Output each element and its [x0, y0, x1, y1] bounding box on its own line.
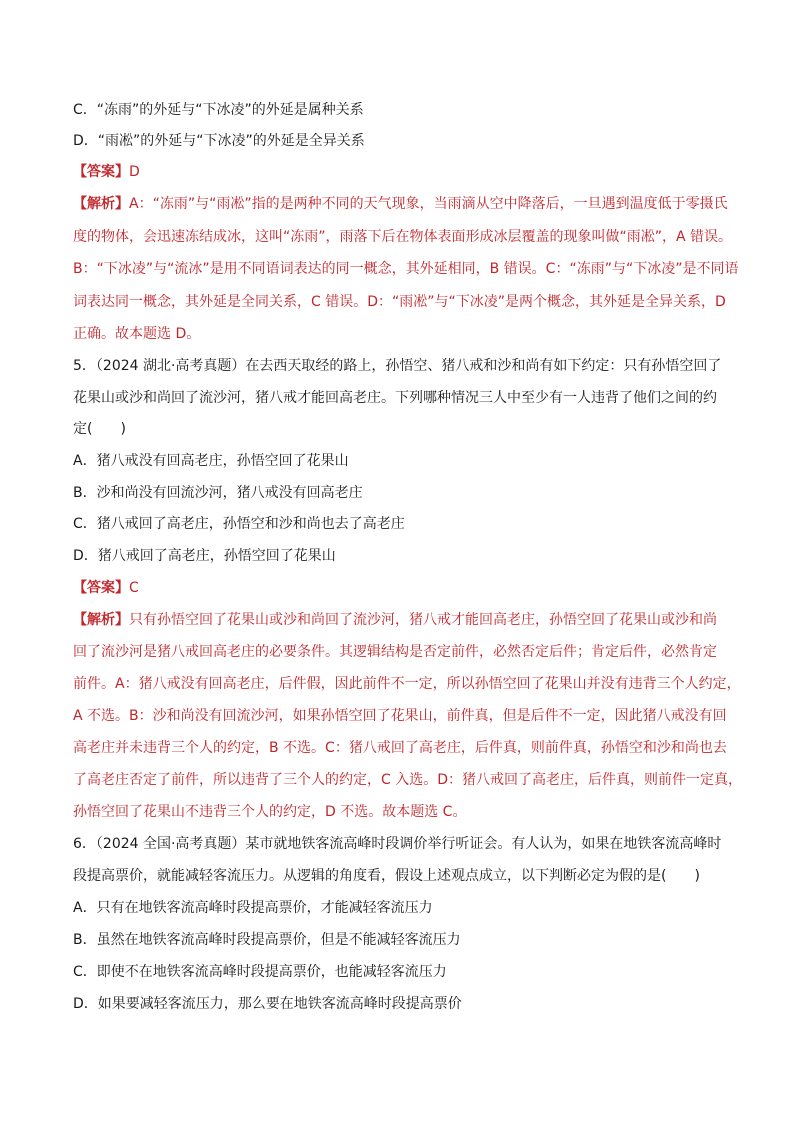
q5-analysis-line-4: A 不选。B：沙和尚没有回流沙河，如果孙悟空回了花果山，前件真，但是后件不一定，因此猪八戒没有回 [73, 708, 727, 724]
analysis-label: 【解析】 [73, 196, 129, 212]
q5-answer [73, 578, 733, 598]
analysis-label: 【解析】 [73, 612, 129, 628]
q6-option-c: C．即使不在地铁客流高峰时段提高票价，也能减轻客流压力 [73, 964, 447, 980]
q6-option-a: A．只有在地铁客流高峰时段提高票价，才能减轻客流压力 [73, 900, 433, 916]
q4-option-d: D．“雨凇”的外延与“下冰凌”的外延是全异关系 [73, 133, 365, 149]
q5-analysis-line-5: 高老庄并未违背三个人的约定，B 不选。C：猪八戒回了高老庄，后件真，则前件真，孙悟空和沙和尚也去 [73, 740, 727, 756]
q4-analysis-line-2: 度的物体，会迅速冻结成冰，这叫“冻雨”，雨落下后在物体表面形成冰层覆盖的现象叫做“雨凇”，A 错误。 [73, 229, 733, 245]
q5-option-a: A．猪八戒没有回高老庄，孙悟空回了花果山 [73, 453, 349, 469]
q6-stem-line-1: 6．（2024 全国·高考真题）某市就地铁客流高峰时段调价举行听证会。有人认为，如果在地铁客流高峰时 [73, 836, 722, 852]
q4-answer [73, 162, 733, 182]
q5-analysis-line-7: 孙悟空回了花果山不违背三个人的约定，D 不选。故本题选 C。 [73, 804, 467, 820]
q4-analysis-line-1 [73, 194, 733, 214]
q4-option-c: C．“冻雨”的外延与“下冰凌”的外延是属种关系 [73, 102, 364, 118]
q5-analysis-line-3: 前件。A：猪八戒没有回高老庄，后件假，因此前件不一定，所以孙悟空回了花果山并没有违背三个人约定， [73, 676, 741, 692]
answer-label: 【答案】 [73, 580, 129, 596]
q5-stem-line-2: 花果山或沙和尚回了流沙河，猪八戒才能回高老庄。下列哪种情况三人中至少有一人违背了他们之间的约 [73, 390, 717, 406]
q6-option-d: D．如果要减轻客流压力，那么要在地铁客流高峰时段提高票价 [73, 996, 462, 1012]
q5-stem-line-1: 5．（2024 湖北·高考真题）在去西天取经的路上，孙悟空、猪八戒和沙和尚有如下约定：只有孙悟空回了 [73, 358, 722, 374]
q4-analysis-line-3: B：“下冰凌”与“流冰”是用不同语词表达的同一概念，其外延相同，B 错误。C：“冻雨”与“下冰凌”是不同语 [73, 261, 739, 277]
q5-stem-line-3: 定( ) [73, 421, 126, 437]
q5-analysis-line-6: 了高老庄否定了前件，所以违背了三个人的约定，C 入选。D：猪八戒回了高老庄，后件真，则前件一定真， [73, 772, 743, 788]
analysis-text: 只有孙悟空回了花果山或沙和尚回了流沙河，猪八戒才能回高老庄，孙悟空回了花果山或沙和尚 [129, 612, 717, 628]
q6-option-b: B．虽然在地铁客流高峰时段提高票价，但是不能减轻客流压力 [73, 932, 461, 948]
q5-option-d: D．猪八戒回了高老庄，孙悟空回了花果山 [73, 548, 336, 564]
q5-option-b: B．沙和尚没有回流沙河，猪八戒没有回高老庄 [73, 485, 363, 501]
answer-value: C [129, 580, 139, 596]
q5-analysis-line-2: 回了流沙河是猪八戒回高老庄的必要条件。其逻辑结构是否定前件，必然否定后件；肯定后件，必然肯定 [73, 644, 717, 660]
q5-analysis-line-1 [73, 610, 733, 630]
answer-value: D [129, 164, 140, 180]
analysis-text: A：“冻雨”与“雨凇”指的是两种不同的天气现象，当雨滴从空中降落后，一旦遇到温度低于零摄氏 [129, 196, 728, 212]
q4-analysis-line-4: 词表达同一概念，其外延是全同关系，C 错误。D：“雨凇”与“下冰凌”是两个概念，其外延是全异关系，D [73, 294, 726, 310]
q4-analysis-line-5: 正确。故本题选 D。 [73, 326, 201, 342]
q6-stem-line-2: 段提高票价，就能减轻客流压力。从逻辑的角度看，假设上述观点成立，以下判断必定为假的是( ) [73, 868, 700, 884]
q5-option-c: C．猪八戒回了高老庄，孙悟空和沙和尚也去了高老庄 [73, 516, 405, 532]
answer-label: 【答案】 [73, 164, 129, 180]
